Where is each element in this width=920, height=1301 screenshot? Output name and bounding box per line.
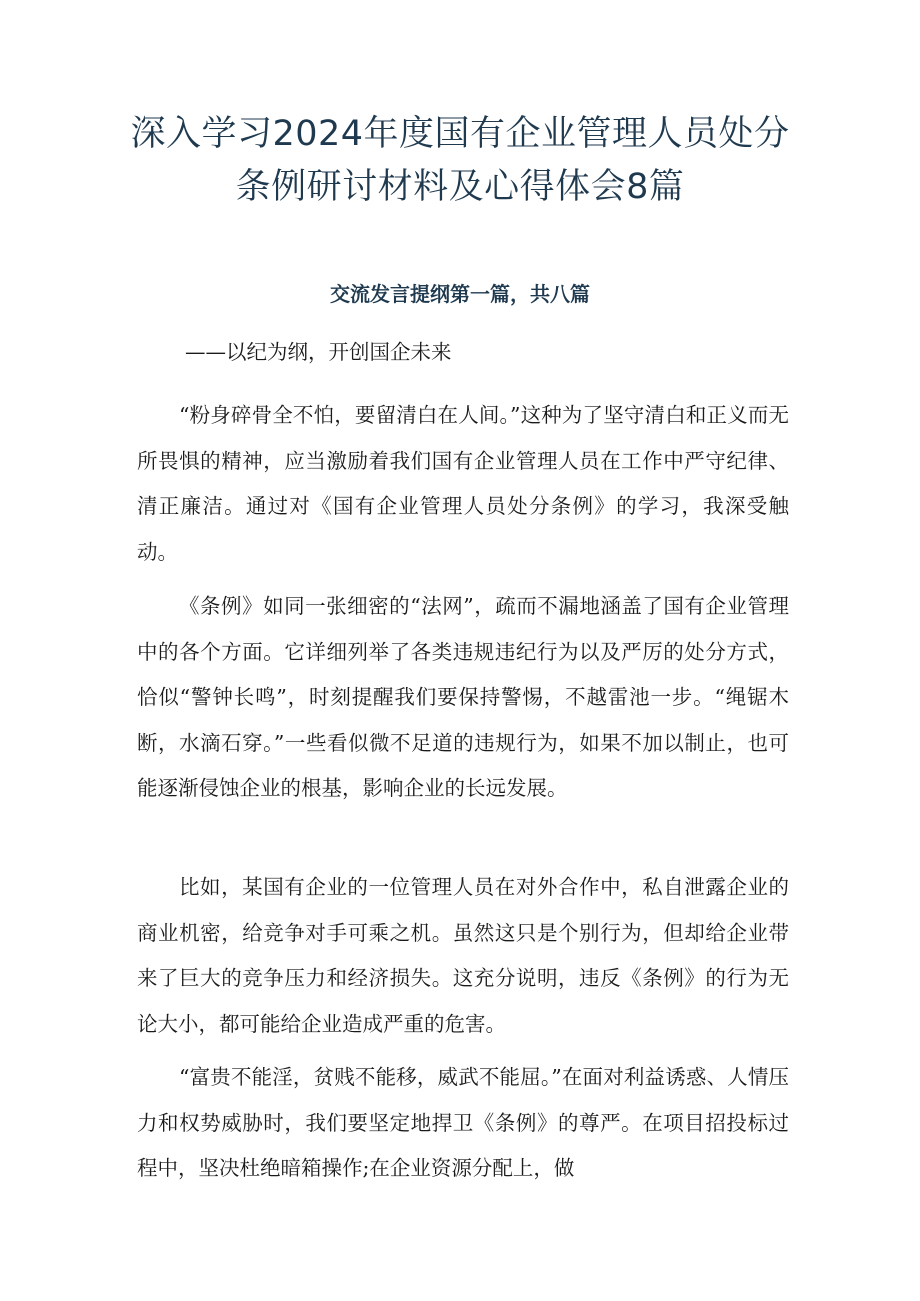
paragraph-4: “富贵不能淫，贫贱不能移，威武不能屈。”在面对利益诱惑、人情压力和权势威胁时，我们要坚定地捍卫《条例》的尊严。在项目招投标过程中，坚决杜绝暗箱操作;在企业资源分配上，做 bbox=[137, 1065, 789, 1180]
section-subtitle: ——以纪为纲，开创国企未来 bbox=[185, 340, 452, 364]
paragraph-3: 比如，某国有企业的一位管理人员在对外合作中，私自泄露企业的商业机密，给竞争对手可乘之机。虽然这只是个别行为，但却给企业带来了巨大的竞争压力和经济损失。这充分说明，违反《条例》的行为无论大小，都可能给企业造成严重的危害。 bbox=[137, 875, 789, 1036]
paragraph-1: “粉身碎骨全不怕，要留清白在人间。”这种为了坚守清白和正义而无所畏惧的精神，应当激励着我们国有企业管理人员在工作中严守纪律、清正廉洁。通过对《国有企业管理人员处分条例》的学习，我深受触动。 bbox=[137, 403, 789, 564]
document-title-line-1: 深入学习2024年度国有企业管理人员处分 bbox=[130, 114, 790, 154]
document-title-line-2: 条例研讨材料及心得体会8篇 bbox=[235, 167, 685, 207]
document-title bbox=[80, 108, 840, 214]
paragraph-2: 《条例》如同一张细密的“法网”，疏而不漏地涵盖了国有企业管理中的各个方面。它详细列举了各类违规违纪行为以及严厉的处分方式，恰似“警钟长鸣”，时刻提醒我们要保持警惕，不越雷池一步。“绳锯木断，水滴石穿。”一些看似微不足道的违规行为，如果不加以制止，也可能逐渐侵蚀企业的根基，影响企业的长远发展。 bbox=[137, 594, 789, 800]
section-heading: 交流发言提纲第一篇，共八篇 bbox=[330, 282, 590, 306]
